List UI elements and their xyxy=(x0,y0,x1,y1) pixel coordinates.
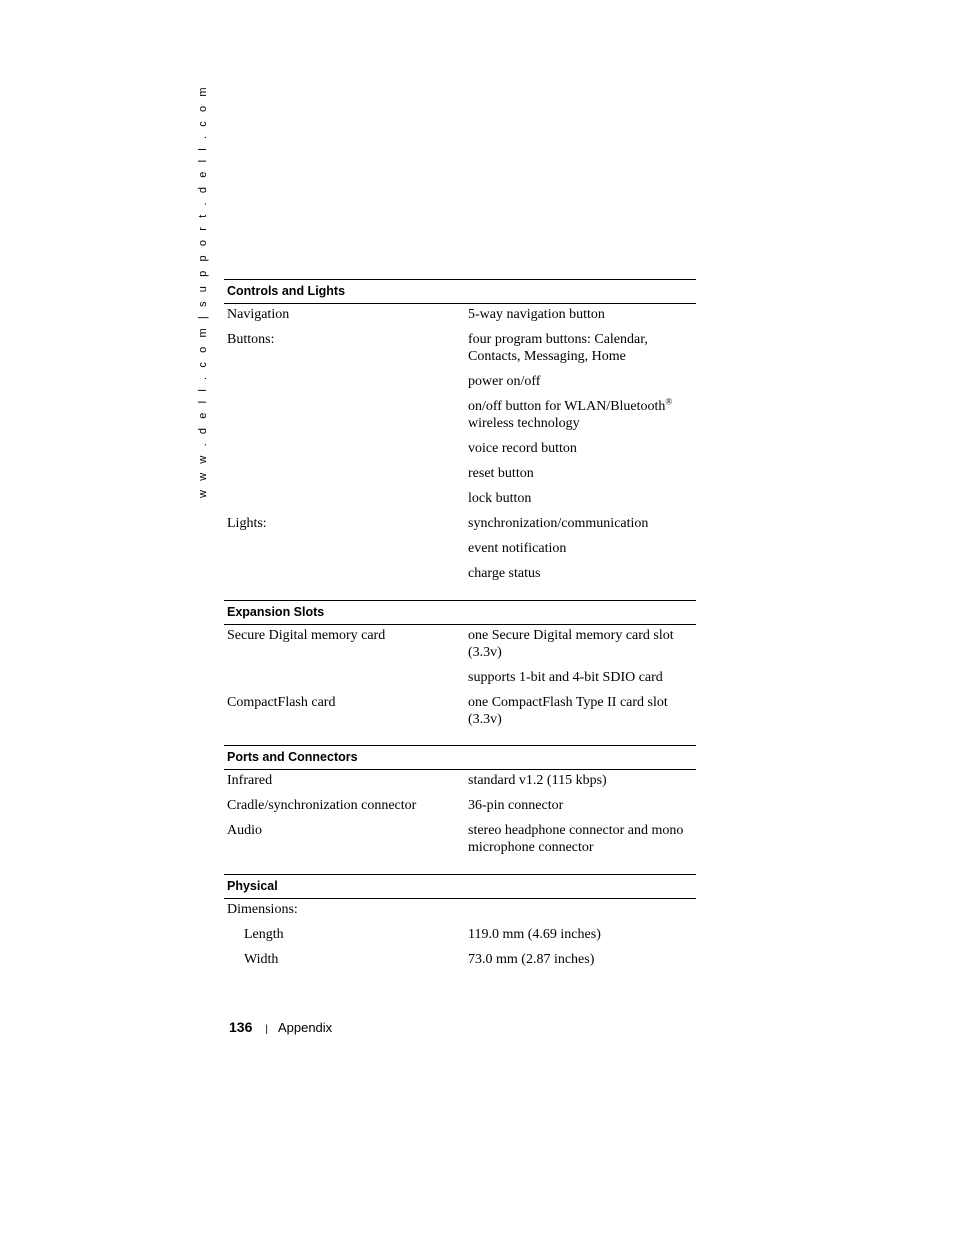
spec-label: Lights: xyxy=(227,516,267,531)
side-url: w w w . d e l l . c o m | s u p p o r t . d e l l . c o m xyxy=(197,84,209,498)
spec-value: 36-pin connector xyxy=(468,798,564,813)
section-heading: Expansion Slots xyxy=(224,600,696,625)
spec-row-lights-cont xyxy=(224,563,696,588)
spec-value: synchronization/communication xyxy=(468,516,649,531)
spec-row-buttons xyxy=(224,329,696,371)
section-heading: Ports and Connectors xyxy=(224,745,696,770)
spec-row-audio xyxy=(224,820,696,862)
spec-label: Buttons: xyxy=(227,332,275,347)
spec-row-buttons-cont xyxy=(224,488,696,513)
spec-value-text: wireless technology xyxy=(468,416,580,431)
spec-value: voice record button xyxy=(468,441,577,456)
spec-row-dimensions xyxy=(224,899,696,924)
spec-label: Width xyxy=(244,952,279,967)
section-expansion-slots xyxy=(224,600,696,734)
spec-label: Navigation xyxy=(227,307,290,322)
spec-value: reset button xyxy=(468,466,534,481)
spec-row-infrared xyxy=(224,770,696,795)
spec-row-width xyxy=(224,949,696,974)
spec-row-buttons-cont xyxy=(224,463,696,488)
spec-value: 73.0 mm (2.87 inches) xyxy=(468,952,595,967)
spec-value: 5-way navigation button xyxy=(468,307,605,322)
section-physical xyxy=(224,874,696,974)
section-heading: Physical xyxy=(224,874,696,899)
spec-value: lock button xyxy=(468,491,532,506)
spec-value: event notification xyxy=(468,541,567,556)
page-footer xyxy=(229,1019,332,1035)
spec-value-text: on/off button for WLAN/Bluetooth xyxy=(468,399,666,414)
spec-row-buttons-cont xyxy=(224,396,696,438)
spec-value: one CompactFlash Type II card slot (3.3v) xyxy=(468,695,668,727)
spec-value: standard v1.2 (115 kbps) xyxy=(468,773,607,788)
section-heading: Controls and Lights xyxy=(224,279,696,304)
spec-value: power on/off xyxy=(468,374,541,389)
spec-row-compactflash xyxy=(224,692,696,734)
spec-row-buttons-cont xyxy=(224,438,696,463)
spec-label: CompactFlash card xyxy=(227,695,336,710)
spec-value xyxy=(468,398,698,432)
footer-section-title: Appendix xyxy=(277,1020,333,1035)
registered-mark: ® xyxy=(665,396,673,407)
footer-separator: | xyxy=(265,1024,268,1035)
spec-value: charge status xyxy=(468,566,541,581)
spec-row-length xyxy=(224,924,696,949)
spec-label: Secure Digital memory card xyxy=(227,628,386,643)
spec-row-cradle xyxy=(224,795,696,820)
section-ports-and-connectors xyxy=(224,745,696,862)
spec-value: supports 1-bit and 4-bit SDIO card xyxy=(468,670,663,685)
spec-label: Cradle/synchronization connector xyxy=(227,798,417,813)
page-number: 136 xyxy=(229,1019,253,1035)
spec-value: four program buttons: Calendar, Contacts, Messaging, Home xyxy=(468,332,648,364)
spec-value: stereo headphone connector and mono microphone connector xyxy=(468,823,684,855)
spec-value: one Secure Digital memory card slot (3.3v) xyxy=(468,628,674,660)
spec-row-buttons-cont xyxy=(224,371,696,396)
spec-value: 119.0 mm (4.69 inches) xyxy=(468,927,601,942)
spec-label: Infrared xyxy=(227,773,273,788)
spec-row-lights xyxy=(224,513,696,538)
spec-row-navigation xyxy=(224,304,696,329)
spec-row-sd-card xyxy=(224,625,696,667)
spec-label: Audio xyxy=(227,823,262,838)
spec-label: Dimensions: xyxy=(227,902,298,917)
section-controls-and-lights xyxy=(224,279,696,588)
spec-row-lights-cont xyxy=(224,538,696,563)
spec-label: Length xyxy=(244,927,284,942)
spec-row-sd-card-cont xyxy=(224,667,696,692)
